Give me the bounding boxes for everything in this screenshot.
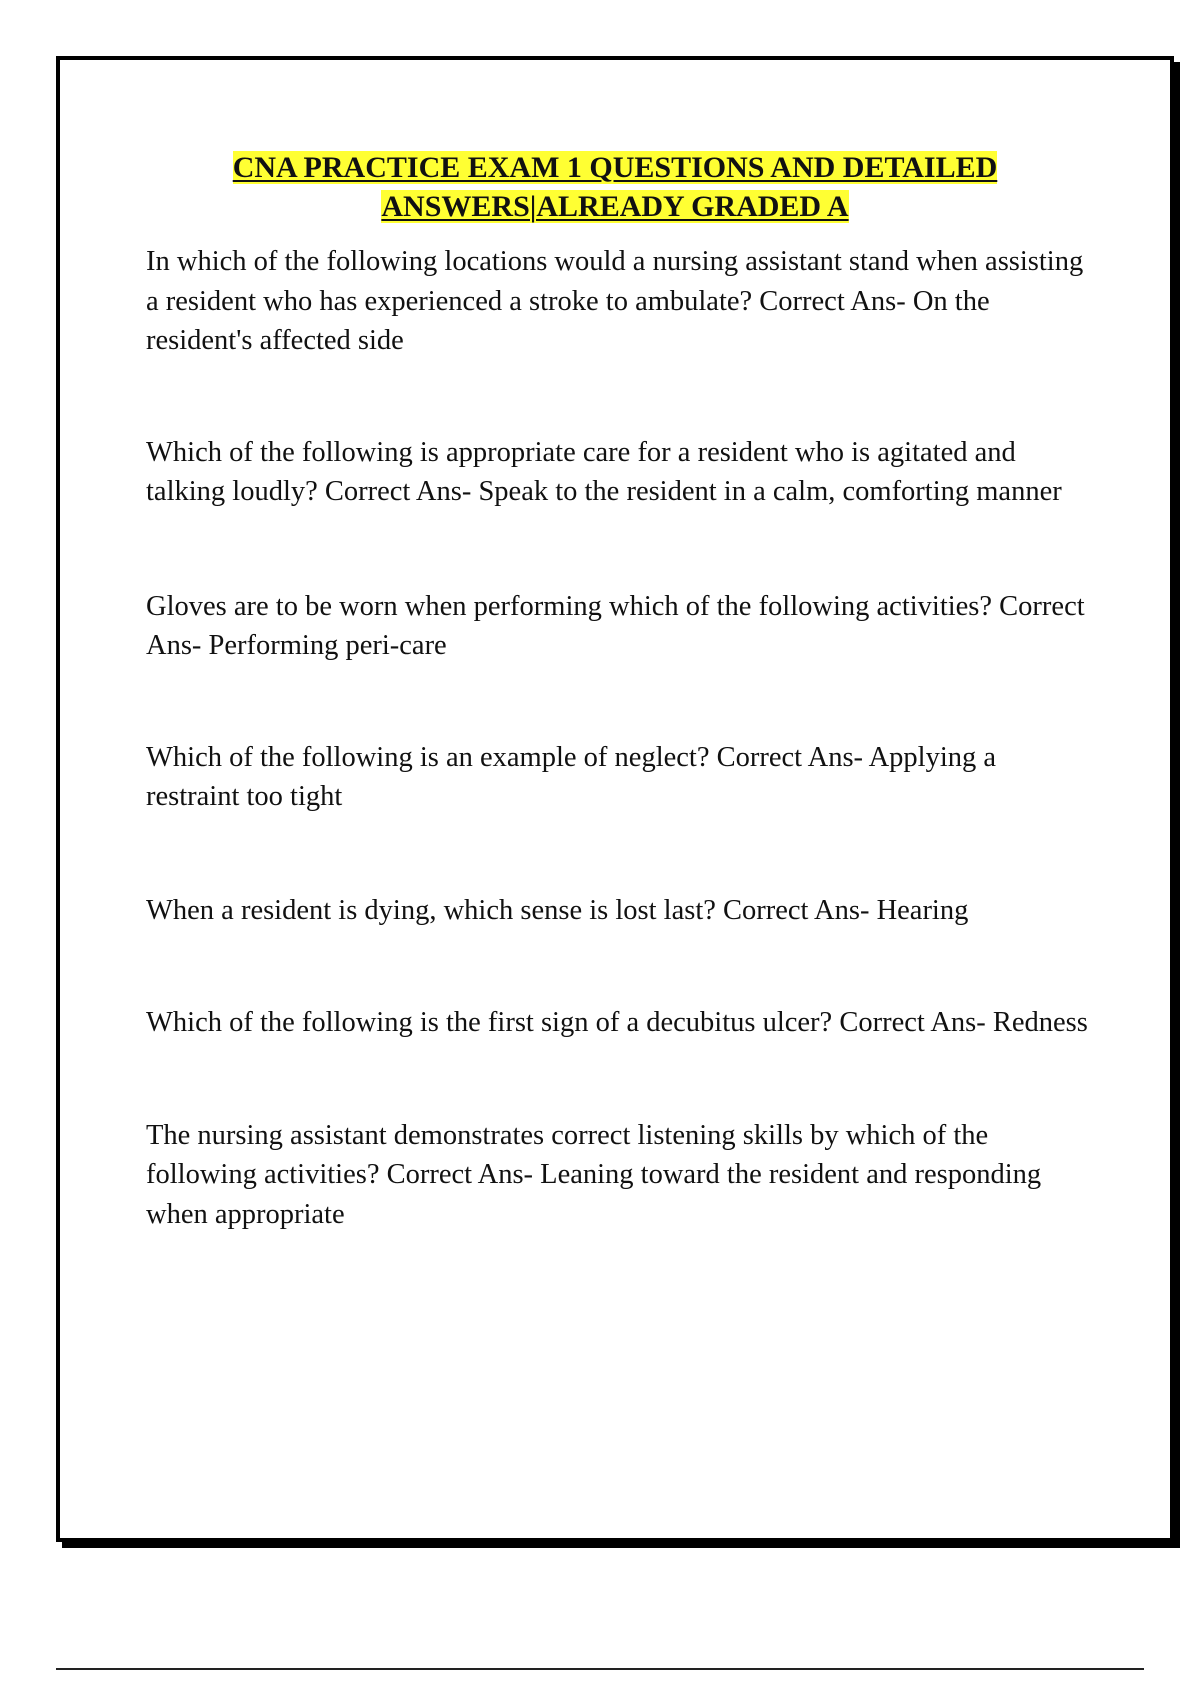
title-line-1: CNA PRACTICE EXAM 1 QUESTIONS AND DETAILED xyxy=(232,151,998,184)
page-frame xyxy=(56,56,1174,1542)
title-line-2: ANSWERS|ALREADY GRADED A xyxy=(381,190,849,223)
qa-item-4: Which of the following is an example of neglect? Correct Ans- Applying a restraint too tight xyxy=(146,741,997,812)
document-title xyxy=(120,148,1110,226)
qa-item-3: Gloves are to be worn when performing which of the following activities? Correct Ans- Performing peri-care xyxy=(146,590,1085,661)
qa-item-5: When a resident is dying, which sense is lost last? Correct Ans- Hearing xyxy=(146,894,969,926)
qa-item-7: The nursing assistant demonstrates correct listening skills by which of the following activities? Correct Ans- Leaning toward the resident and responding when appropriate xyxy=(146,1119,1042,1230)
qa-list xyxy=(146,242,1090,1234)
qa-item-1: In which of the following locations would a nursing assistant stand when assisting a resident who has experienced a stroke to ambulate? Correct Ans- On the resident's affected side xyxy=(146,246,1084,356)
footer-divider xyxy=(56,1668,1144,1670)
qa-item-2: Which of the following is appropriate care for a resident who is agitated and talking loudly? Correct Ans- Speak to the resident in a calm, comforting manner xyxy=(146,436,1062,507)
qa-item-6: Which of the following is the first sign of a decubitus ulcer? Correct Ans- Redness xyxy=(146,1007,1088,1038)
